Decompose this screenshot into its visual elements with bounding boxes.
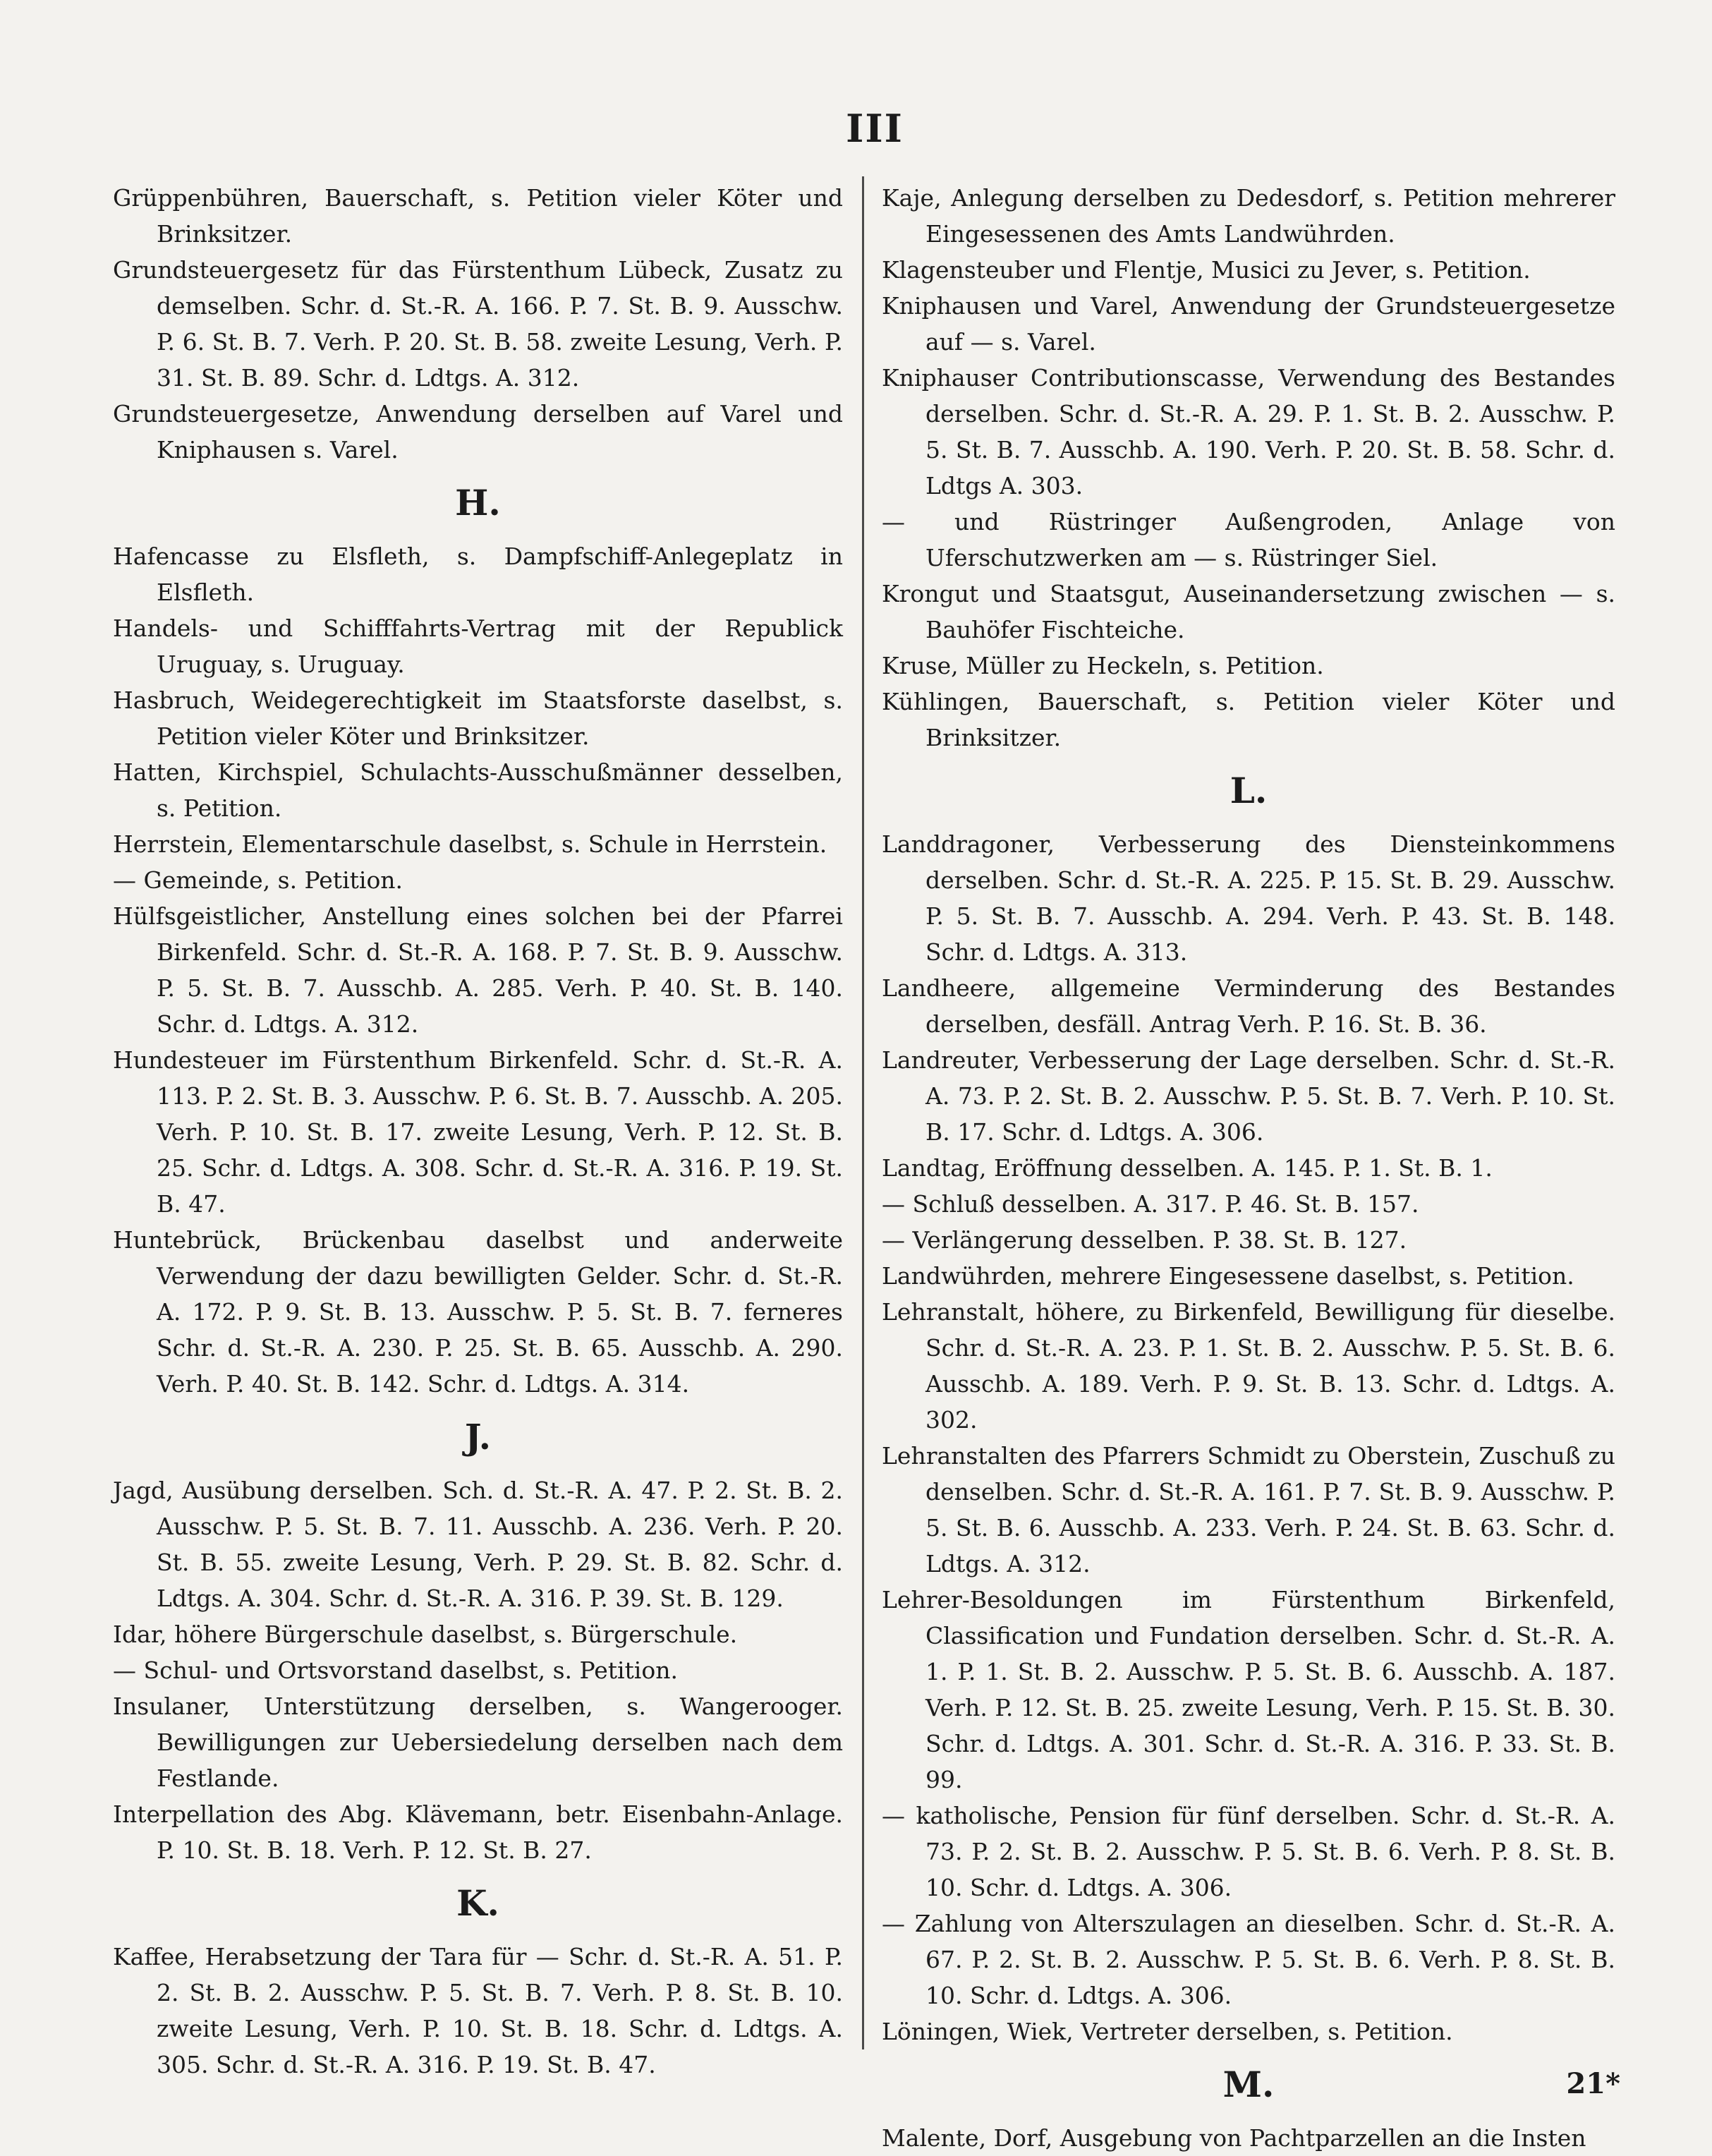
index-entry: Kaje, Anlegung derselben zu Dedesdorf, s. Petition mehrerer Eingesessenen des Amts Landwührden. xyxy=(882,184,1615,248)
section-letter-heading: H. xyxy=(455,482,501,523)
index-entry: Kruse, Müller zu Heckeln, s. Petition. xyxy=(882,652,1324,679)
index-entry: — Schul- und Ortsvorstand daselbst, s. Petition. xyxy=(113,1657,678,1684)
index-entry: Krongut und Staatsgut, Auseinandersetzung zwischen — s. Bauhöfer Fischteiche. xyxy=(882,580,1615,643)
index-entry: Kniphauser Contributionscasse, Verwendung des Bestandes derselben. Schr. d. St.-R. A. 29. P. 1. St. B. 2. Ausschw. P. 5. St. B. 7. Ausschb. A. 190. Verh. P. 20. St. B. 58. Schr. d. Ldtgs A. 303. xyxy=(882,364,1615,499)
index-entry: Grüppenbühren, Bauerschaft, s. Petition vieler Köter und Brinksitzer. xyxy=(113,184,843,248)
index-column-left xyxy=(113,180,843,2083)
index-entry: Lehranstalt, höhere, zu Birkenfeld, Bewilligung für dieselbe. Schr. d. St.-R. A. 23. P. 1. St. B. 2. Ausschw. P. 5. St. B. 6. Ausschb. A. 189. Verh. P. 9. St. B. 13. Schr. d. Ldtgs. A. 302. xyxy=(882,1298,1615,1434)
footer-signature: 21* xyxy=(1566,2067,1620,2100)
index-entry: — katholische, Pension für fünf derselben. Schr. d. St.-R. A. 73. P. 2. St. B. 2. Ausschw. P. 5. St. B. 6. Verh. P. 8. St. B. 10. Schr. d. Ldtgs. A. 306. xyxy=(882,1802,1615,1901)
index-entry: Hundesteuer im Fürstenthum Birkenfeld. Schr. d. St.-R. A. 113. P. 2. St. B. 3. Ausschw. P. 6. St. B. 7. Ausschb. A. 205. Verh. P. 10. St. B. 17. zweite Lesung, Verh. P. 12. St. B. 25. Schr. d. Ldtgs. A. 308. Schr. d. St.-R. A. 316. P. 19. St. B. 47. xyxy=(113,1046,843,1218)
index-entry: Kaffee, Herabsetzung der Tara für — Schr. d. St.-R. A. 51. P. 2. St. B. 2. Ausschw. P. 5. St. B. 7. Verh. P. 8. St. B. 10. zweite Lesung, Verh. P. 10. St. B. 18. Schr. d. Ldtgs. A. 305. Schr. d. St.-R. A. 316. P. 19. St. B. 47. xyxy=(113,1943,843,2078)
index-entry: Lehranstalten des Pfarrers Schmidt zu Oberstein, Zuschuß zu denselben. Schr. d. St.-R. A. 161. P. 7. St. B. 9. Ausschw. P. 5. St. B. 6. Ausschb. A. 233. Verh. P. 24. St. B. 63. Schr. d. Ldtgs. A. 312. xyxy=(882,1442,1615,1577)
page-number: III xyxy=(846,106,904,151)
index-entry: Grundsteuergesetz für das Fürstenthum Lübeck, Zusatz zu demselben. Schr. d. St.-R. A. 166. P. 7. St. B. 9. Ausschw. P. 6. St. B. 7. Verh. P. 20. St. B. 58. zweite Lesung, Verh. P. 31. St. B. 89. Schr. d. Ldtgs. A. 312. xyxy=(113,256,843,392)
index-entry: Handels- und Schifffahrts-Vertrag mit der Republick Uruguay, s. Uruguay. xyxy=(113,614,843,678)
index-entry: Hasbruch, Weidegerechtigkeit im Staatsforste daselbst, s. Petition vieler Köter und Brinksitzer. xyxy=(113,686,843,750)
section-letter-heading: K. xyxy=(456,1882,499,1924)
index-entry: Hafencasse zu Elsfleth, s. Dampfschiff-Anlegeplatz in Elsfleth. xyxy=(113,543,843,606)
index-entry: Landreuter, Verbesserung der Lage derselben. Schr. d. St.-R. A. 73. P. 2. St. B. 2. Ausschw. P. 5. St. B. 7. Verh. P. 10. St. B. 17. Schr. d. Ldtgs. A. 306. xyxy=(882,1046,1615,1146)
index-entry: — Zahlung von Alterszulagen an dieselben. Schr. d. St.-R. A. 67. P. 2. St. B. 2. Ausschw. P. 5. St. B. 6. Verh. P. 8. St. B. 10. Schr. d. Ldtgs. A. 306. xyxy=(882,1910,1615,2009)
index-entry: Kühlingen, Bauerschaft, s. Petition vieler Köter und Brinksitzer. xyxy=(882,688,1615,751)
index-entry: Landtag, Eröffnung desselben. A. 145. P. 1. St. B. 1. xyxy=(882,1154,1493,1182)
section-letter-heading: L. xyxy=(1230,770,1268,811)
index-entry: — Gemeinde, s. Petition. xyxy=(113,866,403,894)
index-entry: Hatten, Kirchspiel, Schulachts-Ausschußmänner desselben, s. Petition. xyxy=(113,758,843,822)
index-entry: Herrstein, Elementarschule daselbst, s. Schule in Herrstein. xyxy=(113,830,827,858)
index-entry: Malente, Dorf, Ausgebung von Pachtparzellen an die Insten xyxy=(882,2124,1586,2152)
index-entry: Jagd, Ausübung derselben. Sch. d. St.-R. A. 47. P. 2. St. B. 2. Ausschw. P. 5. St. B. 7. 11. Ausschb. A. 236. Verh. P. 20. St. B. 55. zweite Lesung, Verh. P. 29. St. B. 82. Schr. d. Ldtgs. A. 304. Schr. d. St.-R. A. 316. P. 39. St. B. 129. xyxy=(113,1477,843,1612)
index-entry: Interpellation des Abg. Klävemann, betr. Eisenbahn-Anlage. P. 10. St. B. 18. Verh. P. 12. St. B. 27. xyxy=(113,1800,843,1864)
index-column-right xyxy=(882,180,1615,2156)
index-entry: Lehrer-Besoldungen im Fürstenthum Birkenfeld, Classification und Fundation derselben. Schr. d. St.-R. A. 1. P. 1. St. B. 2. Ausschw. P. 5. St. B. 6. Ausschb. A. 187. Verh. P. 12. St. B. 25. zweite Lesung, Verh. P. 15. St. B. 30. Schr. d. Ldtgs. A. 301. Schr. d. St.-R. A. 316. P. 33. St. B. 99. xyxy=(882,1586,1615,1793)
section-letter-heading: M. xyxy=(1222,2064,1275,2105)
index-entry: Hülfsgeistlicher, Anstellung eines solchen bei der Pfarrei Birkenfeld. Schr. d. St.-R. A. 168. P. 7. St. B. 9. Ausschw. P. 5. St. B. 7. Ausschb. A. 285. Verh. P. 40. St. B. 140. Schr. d. Ldtgs. A. 312. xyxy=(113,902,843,1038)
index-entry: Idar, höhere Bürgerschule daselbst, s. Bürgerschule. xyxy=(113,1621,738,1648)
index-entry: Landdragoner, Verbesserung des Diensteinkommens derselben. Schr. d. St.-R. A. 225. P. 15. St. B. 29. Ausschw. P. 5. St. B. 7. Ausschb. A. 294. Verh. P. 43. St. B. 148. Schr. d. Ldtgs. A. 313. xyxy=(882,830,1615,966)
index-entry: Grundsteuergesetze, Anwendung derselben auf Varel und Kniphausen s. Varel. xyxy=(113,400,843,464)
index-entry: Landheere, allgemeine Verminderung des Bestandes derselben, desfäll. Antrag Verh. P. 16. St. B. 36. xyxy=(882,974,1615,1038)
index-entry: Löningen, Wiek, Vertreter derselben, s. Petition. xyxy=(882,2018,1453,2045)
index-entry: — Schluß desselben. A. 317. P. 46. St. B. 157. xyxy=(882,1190,1419,1218)
index-entry: Kniphausen und Varel, Anwendung der Grundsteuergesetze auf — s. Varel. xyxy=(882,292,1615,356)
index-entry: — Verlängerung desselben. P. 38. St. B. 127. xyxy=(882,1226,1407,1254)
index-entry: Insulaner, Unterstützung derselben, s. Wangerooger. Bewilligungen zur Uebersiedelung derselben nach dem Festlande. xyxy=(113,1692,843,1792)
index-entry: Huntebrück, Brückenbau daselbst und anderweite Verwendung der dazu bewilligten Gelder. Schr. d. St.-R. A. 172. P. 9. St. B. 13. Ausschw. P. 5. St. B. 7. ferneres Schr. d. St.-R. A. 230. P. 25. St. B. 65. Ausschb. A. 290. Verh. P. 40. St. B. 142. Schr. d. Ldtgs. A. 314. xyxy=(113,1226,843,1398)
column-divider xyxy=(862,176,864,2049)
index-entry: Klagensteuber und Flentje, Musici zu Jever, s. Petition. xyxy=(882,256,1531,284)
section-letter-heading: J. xyxy=(464,1416,492,1458)
index-entry: Landwührden, mehrere Eingesessene daselbst, s. Petition. xyxy=(882,1262,1574,1290)
index-entry: — und Rüstringer Außengroden, Anlage von Uferschutzwerken am — s. Rüstringer Siel. xyxy=(882,508,1615,571)
